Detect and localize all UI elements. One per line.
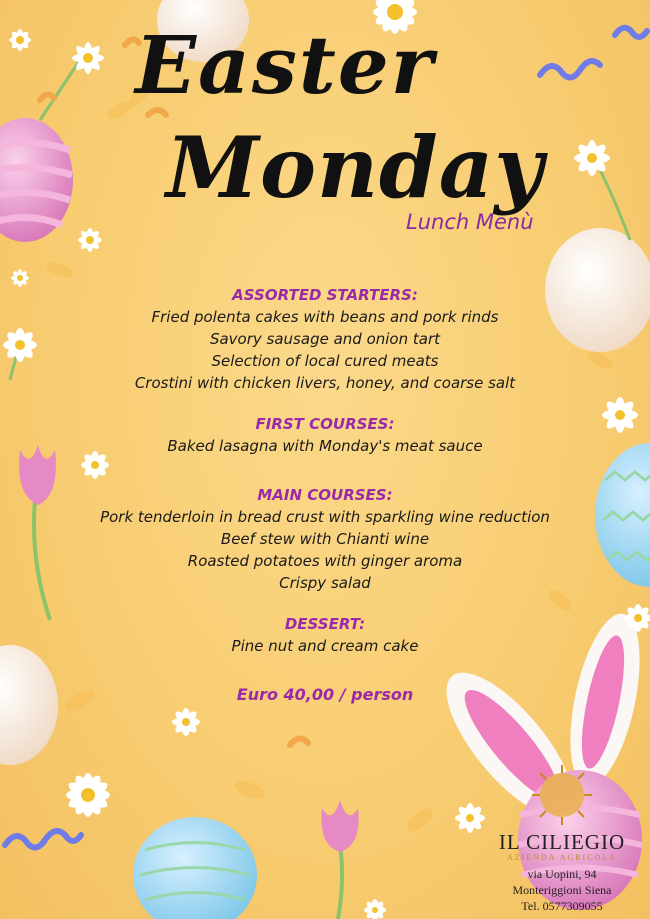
blue-egg-bottom [133, 817, 257, 919]
title-easter: Easter [135, 18, 435, 112]
menu-item: Pork tenderloin in bread crust with sparkling wine reduction [100, 508, 550, 526]
menu-item: Baked lasagna with Monday's meat sauce [167, 437, 483, 455]
brand-block [492, 830, 632, 914]
title-monday: Monday [165, 118, 545, 217]
sun-logo-icon [532, 765, 592, 825]
brand-tagline: AZIENDA AGRICOLA [507, 853, 617, 862]
brand-phone: Tel. 0577309055 [521, 899, 603, 913]
menu-item: Crostini with chicken livers, honey, and coarse salt [134, 374, 516, 392]
brand-address-line2: Monteriggioni Siena [512, 883, 612, 897]
menu-item: Savory sausage and onion tart [209, 330, 441, 348]
menu-item: Pine nut and cream cake [231, 637, 419, 655]
section-title: DESSERT: [284, 615, 366, 633]
menu-item: Roasted potatoes with ginger aroma [187, 552, 463, 570]
menu-section-main-courses [0, 485, 650, 594]
brand-name: IL CILIEGIO [498, 830, 626, 854]
menu-item: Crispy salad [279, 574, 371, 592]
menu-section-starters [0, 285, 650, 394]
menu-list [0, 285, 650, 704]
menu-item: Selection of local cured meats [211, 352, 439, 370]
tulip-bottom [321, 800, 358, 919]
menu-item: Fried polenta cakes with beans and pork rinds [151, 308, 499, 326]
brand-address-line1: via Uopini, 94 [527, 867, 597, 881]
menu-item: Beef stew with Chianti wine [220, 530, 430, 548]
menu-price: Euro 40,00 / person [236, 685, 414, 704]
menu-section-dessert [0, 614, 650, 657]
menu-subtitle: Lunch Menù [406, 210, 534, 234]
section-title: ASSORTED STARTERS: [232, 286, 418, 304]
section-title: FIRST COURSES: [255, 415, 395, 433]
menu-section-first-courses [0, 414, 650, 457]
section-title: MAIN COURSES: [257, 486, 393, 504]
